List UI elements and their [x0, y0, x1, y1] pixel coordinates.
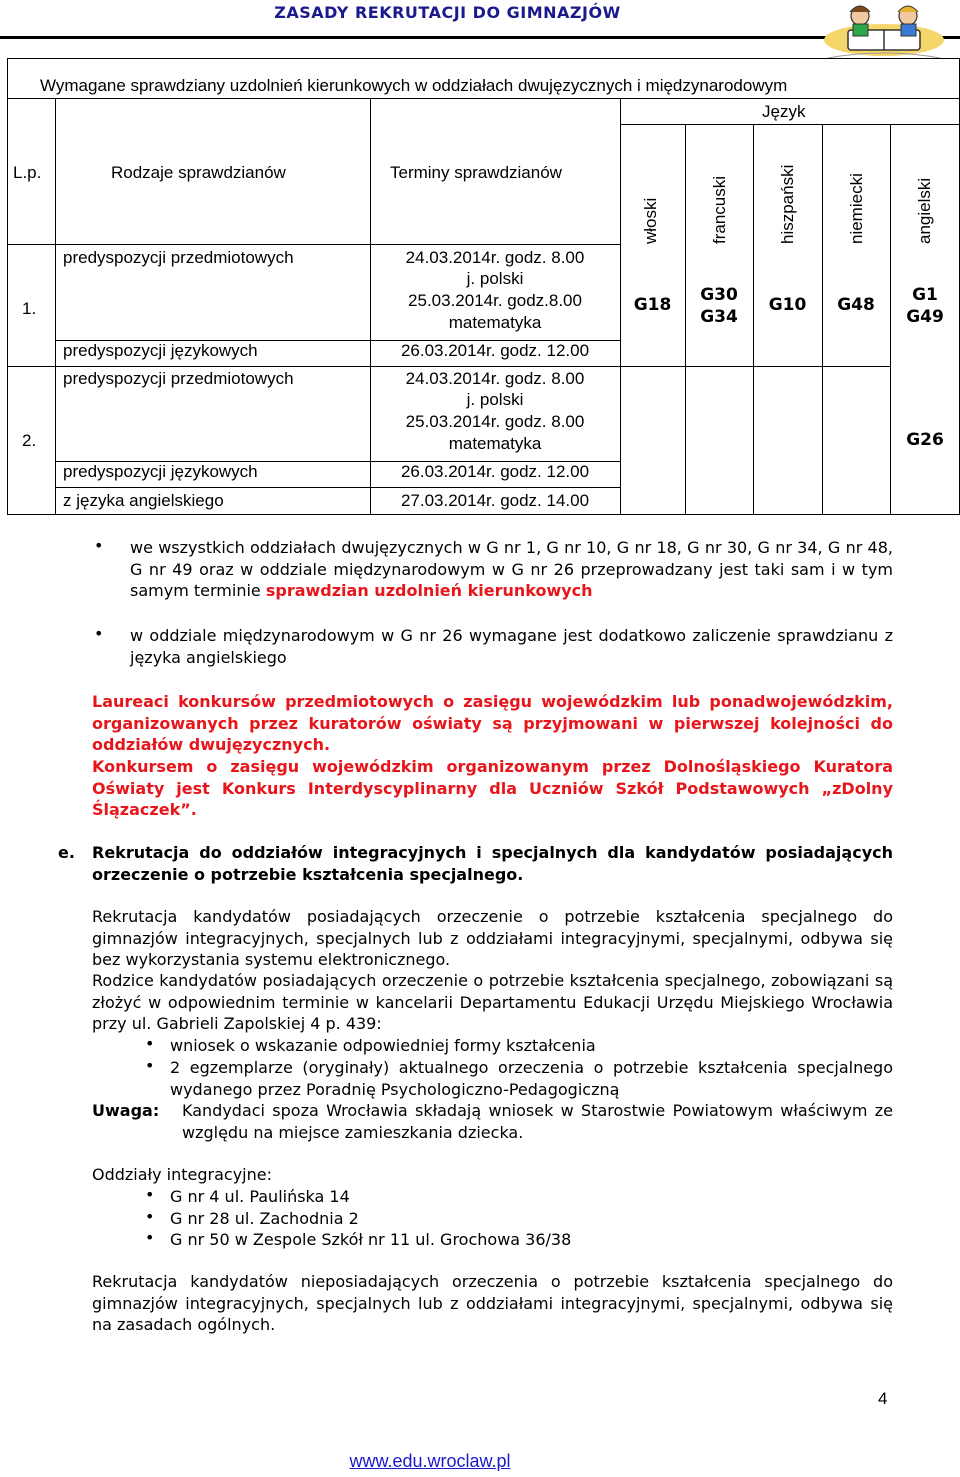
school-item-2: G nr 28 ul. Zachodnia 2: [170, 1209, 359, 1228]
requirements-table: [0, 0, 960, 520]
doc-item-2: 2 egzemplarze (oryginały) aktualnego orzeczenia o potrzebie kształcenia specjalnego wydanego przez Poradnię Psychologiczno-Pedagogiczną: [170, 1058, 893, 1099]
red-paragraph-contest: Konkursem o zasięgu wojewódzkim organizowanym przez Dolnośląskiego Kuratora Oświaty jest Konkurs Interdyscyplinarny dla Uczniów Szkół Podstawowych „zDolny Ślązaczek”.: [92, 757, 893, 819]
row2-term-5: 26.03.2014r. godz. 12.00: [400, 462, 590, 481]
body-paragraph-1: Rekrutacja kandydatów posiadających orzeczenie o potrzebie kształcenia specjalnego do gimnazjów integracyjnych, specjalnych lub z oddziałami integracyjnymi, specjalnymi, odbywa się bez wykorzystania systemu elektronicznego.: [92, 907, 893, 969]
row1-angielski-code-a: G1: [912, 285, 938, 305]
table-caption: Wymagane sprawdziany uzdolnień kierunkowych w oddziałach dwujęzycznych i międzynarodowym: [40, 76, 788, 95]
row1-term-5: 26.03.2014r. godz. 12.00: [400, 341, 590, 360]
row1-angielski-code-b: G49: [906, 307, 944, 327]
row1-type-b: predyspozycji językowych: [63, 341, 258, 360]
row2-term-1: 24.03.2014r. godz. 8.00: [405, 369, 585, 388]
row1-term-3: 25.03.2014r. godz.8.00: [408, 291, 582, 310]
col-terminy-header: Terminy sprawdzianów: [390, 163, 562, 182]
bullet-text-1: [130, 537, 893, 602]
jezyk-header: Język: [762, 102, 806, 121]
row2-type-b: predyspozycji językowych: [63, 462, 258, 481]
lang-header-niemiecki: niemiecki: [847, 173, 866, 244]
col-lp-header: L.p.: [13, 163, 42, 182]
row1-wloski-code: G18: [633, 295, 672, 315]
row2-term-2: j. polski: [466, 390, 524, 409]
row2-term-6: 27.03.2014r. godz. 14.00: [400, 491, 590, 510]
school-item-1: G nr 4 ul. Paulińska 14: [170, 1187, 350, 1206]
body-paragraph-3: Rekrutacja kandydatów nieposiadających orzeczenia o potrzebie kształcenia specjalnego do gimnazjów integracyjnych, specjalnych lub z oddziałami integracyjnymi, specjalnymi, odbywa się na zasadach ogólnych.: [92, 1272, 893, 1334]
row1-term-2: j. polski: [466, 269, 524, 288]
row2-number: 2.: [22, 431, 37, 450]
bullet-dot: •: [145, 1034, 155, 1053]
lang-header-hiszpanski: hiszpański: [778, 164, 797, 244]
section-e-heading: Rekrutacja do oddziałów integracyjnych i specjalnych dla kandydatów posiadających orzeczenie o potrzebie kształcenia specjalnego.: [92, 843, 893, 884]
row1-niemiecki-code: G48: [837, 295, 875, 315]
bullet-dot: •: [145, 1056, 155, 1075]
footer-website-link[interactable]: www.edu.wroclaw.pl: [349, 1451, 511, 1471]
page-number: 4: [878, 1389, 888, 1408]
school-item-3: G nr 50 w Zespole Szkół nr 11 ul. Grochowa 36/38: [170, 1230, 572, 1249]
bullet-text-1-bold: sprawdzian uzdolnień kierunkowych: [265, 581, 593, 600]
lang-header-wloski: włoski: [641, 197, 660, 244]
row1-type-a: predyspozycji przedmiotowych: [63, 248, 294, 267]
row2-term-4: matematyka: [448, 434, 542, 453]
bullet-dot: •: [145, 1207, 155, 1226]
row1-francuski-code-b: G34: [700, 307, 738, 327]
section-e-letter: e.: [58, 843, 75, 862]
row2-type-a: predyspozycji przedmiotowych: [63, 369, 294, 388]
doc-item-1: wniosek o wskazanie odpowiedniej formy kształcenia: [170, 1036, 596, 1055]
bullet-dot: •: [145, 1185, 155, 1204]
page-header-title: ZASADY REKRUTACJI DO GIMNAZJÓW: [274, 3, 621, 22]
bullet-dot: •: [94, 536, 104, 555]
lang-header-francuski: francuski: [710, 175, 729, 244]
bullet-dot: •: [94, 624, 104, 643]
row1-term-4: matematyka: [448, 313, 542, 332]
col-rodzaje-header: Rodzaje sprawdzianów: [111, 163, 286, 182]
row1-number: 1.: [22, 299, 37, 318]
row2-type-c: z języka angielskiego: [63, 491, 224, 510]
uwaga-text: Kandydaci spoza Wrocławia składają wniosek w Starostwie Powiatowym właściwym ze względu na miejsce zamieszkania dziecka.: [182, 1101, 893, 1142]
row2-term-3: 25.03.2014r. godz. 8.00: [405, 412, 585, 431]
row1-francuski-code-a: G30: [700, 285, 738, 305]
uwaga-label: Uwaga:: [92, 1101, 160, 1120]
row1-hiszpanski-code: G10: [768, 295, 807, 315]
bullet-text-1-normal: we wszystkich oddziałach dwujęzycznych w G nr 1, G nr 10, G nr 18, G nr 30, G nr 34, G nr 48, G nr 49 oraz w oddziale międzynarodowym w G nr 26 przeprowadzany jest taki sam i w tym samym terminie: [130, 538, 893, 600]
bullet-dot: •: [145, 1228, 155, 1247]
row2-angielski-code: G26: [906, 430, 944, 450]
red-paragraph-laureates: Laureaci konkursów przedmiotowych o zasięgu wojewódzkim lub ponadwojewódzkim, organizowanych przez kuratorów oświaty są przyjmowani w pierwszej kolejności do oddziałów dwujęzycznych.: [92, 692, 893, 754]
bullet-text-2: w oddziale międzynarodowym w G nr 26 wymagane jest dodatkowo zaliczenie sprawdzianu z języka angielskiego: [130, 626, 893, 667]
lang-header-angielski: angielski: [915, 177, 934, 244]
row1-term-1: 24.03.2014r. godz. 8.00: [405, 248, 585, 267]
integrated-units-label: Oddziały integracyjne:: [92, 1165, 272, 1184]
body-paragraph-2: Rodzice kandydatów posiadających orzeczenie o potrzebie kształcenia specjalnego, zobowiązani są złożyć w odpowiednim terminie w kancelarii Departamentu Edukacji Urzędu Miejskiego Wrocławia przy ul. Gabrieli Zapolskiej 4 p. 439:: [92, 971, 893, 1033]
